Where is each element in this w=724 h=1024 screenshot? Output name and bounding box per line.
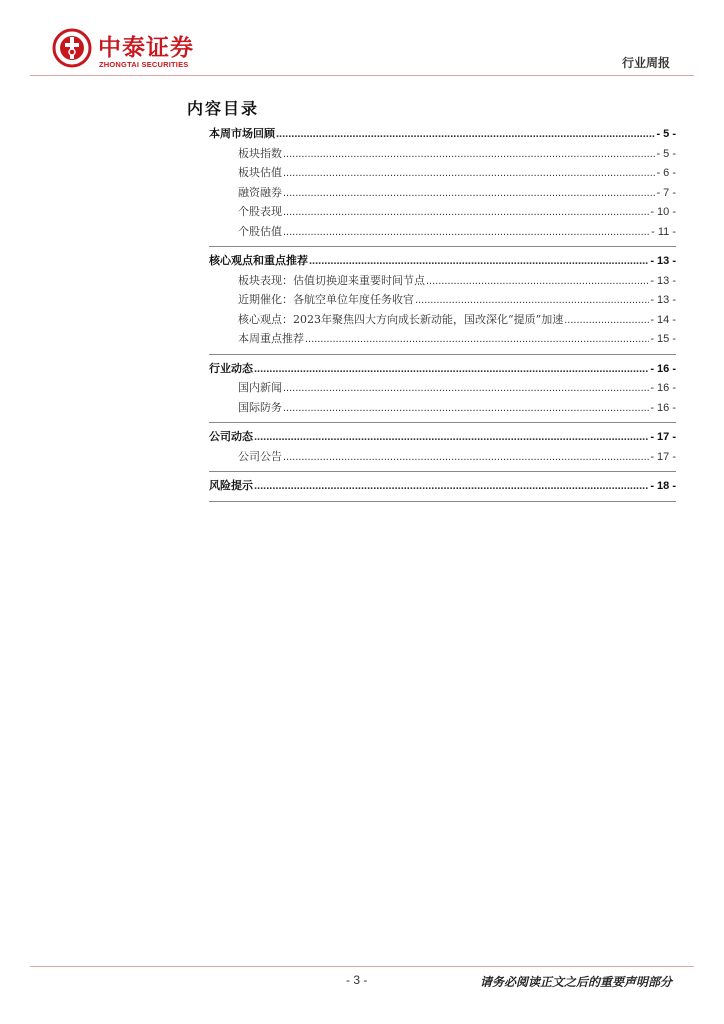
toc-subentry[interactable] [209,311,676,331]
toc-entry-page: - 5 - [656,147,676,160]
toc-entry-title: 板块指数 [238,146,282,160]
toc-subentry[interactable] [209,184,676,204]
toc-subentry[interactable] [209,145,676,165]
toc-leader-dots [564,314,649,326]
table-of-contents [209,125,676,507]
toc-subentry[interactable] [209,223,676,243]
report-type-label: 行业周报 [621,56,670,70]
toc-section [209,428,676,472]
toc-entry-page: - 14 - [650,313,676,326]
toc-entry-title: 个股表现 [238,205,282,218]
toc-leader-dots [276,128,655,140]
toc-leader-dots [283,226,650,238]
toc-entry-page: - 7 - [656,186,676,199]
toc-subentry[interactable] [209,203,676,223]
toc-entry-page: - 10 - [650,206,676,218]
toc-entry-page: - 13 - [650,255,676,267]
toc-leader-dots [283,382,649,394]
toc-entry-title: 融资融券 [238,185,282,199]
company-logo [52,28,242,74]
toc-subentry[interactable] [209,291,676,311]
toc-entry-title: 国内新闻 [238,381,282,394]
toc-subentry[interactable] [209,399,676,419]
toc-heading-entry[interactable] [209,252,676,272]
toc-leader-dots [283,451,649,463]
toc-leader-dots [254,431,649,443]
toc-entry-title: 行业动态 [209,361,253,375]
toc-entry-title: 个股估值 [238,224,282,238]
toc-entry-title: 公司公告 [238,449,282,463]
toc-entry-title: 公司动态 [209,430,253,443]
toc-subentry[interactable] [209,448,676,468]
toc-entry-title: 本周重点推荐 [238,332,304,345]
toc-entry-page: - 11 - [651,225,676,238]
toc-leader-dots [254,480,649,492]
toc-title: 内容目录 [187,99,260,118]
toc-entry-title: 国际防务 [238,400,282,414]
toc-heading-entry[interactable] [209,125,676,145]
toc-leader-dots [254,363,649,375]
toc-subentry[interactable] [209,379,676,399]
toc-entry-page: - 16 - [650,401,676,414]
toc-entry-title: 本周市场回顾 [209,127,275,140]
toc-entry-title: 板块估值 [238,166,282,179]
toc-entry-page: - 6 - [656,167,676,179]
toc-entry-page: - 13 - [650,294,676,306]
zhongtai-logo-icon [52,28,92,68]
toc-entry-page: - 17 - [650,450,676,463]
toc-entry-title: 近期催化：各航空单位年度任务收官 [238,293,414,306]
header-divider [30,75,694,76]
toc-leader-dots [415,294,649,306]
toc-leader-dots [309,255,649,267]
toc-subentry[interactable] [209,164,676,184]
toc-entry-title: 核心观点和重点推荐 [209,254,308,267]
footer-page-number: - 3 - [346,973,368,987]
toc-section [209,360,676,424]
toc-leader-dots [283,187,655,199]
toc-entry-page: - 17 - [650,431,676,443]
toc-subentry[interactable] [209,272,676,292]
toc-heading-entry[interactable] [209,360,676,380]
toc-heading-entry[interactable] [209,428,676,448]
toc-subentry[interactable] [209,330,676,350]
toc-entry-title: 核心观点：2023年聚焦四大方向成长新动能，国改深化“提质”加速 [238,312,564,326]
toc-leader-dots [283,148,655,160]
toc-heading-entry[interactable] [209,477,676,497]
toc-entry-page: - 13 - [650,274,676,287]
toc-entry-title: 风险提示 [209,479,253,492]
logo-english-name: ZHONGTAI SECURITIES [99,60,189,69]
toc-entry-page: - 5 - [656,128,676,140]
toc-leader-dots [426,275,649,287]
footer-divider [30,966,694,967]
toc-entry-page: - 16 - [650,362,676,375]
toc-leader-dots [305,333,649,345]
toc-leader-dots [283,167,655,179]
toc-leader-dots [283,206,649,218]
toc-leader-dots [283,402,649,414]
toc-section [209,252,676,355]
logo-chinese-name: 中泰证券 [98,35,194,61]
toc-entry-page: - 18 - [650,480,676,492]
toc-entry-page: - 16 - [650,382,676,394]
toc-entry-title: 板块表现：估值切换迎来重要时间节点 [238,273,425,287]
toc-entry-page: - 15 - [650,333,676,345]
toc-section [209,477,676,502]
footer-disclaimer: 请务必阅读正文之后的重要声明部分 [479,975,672,989]
toc-section [209,125,676,247]
